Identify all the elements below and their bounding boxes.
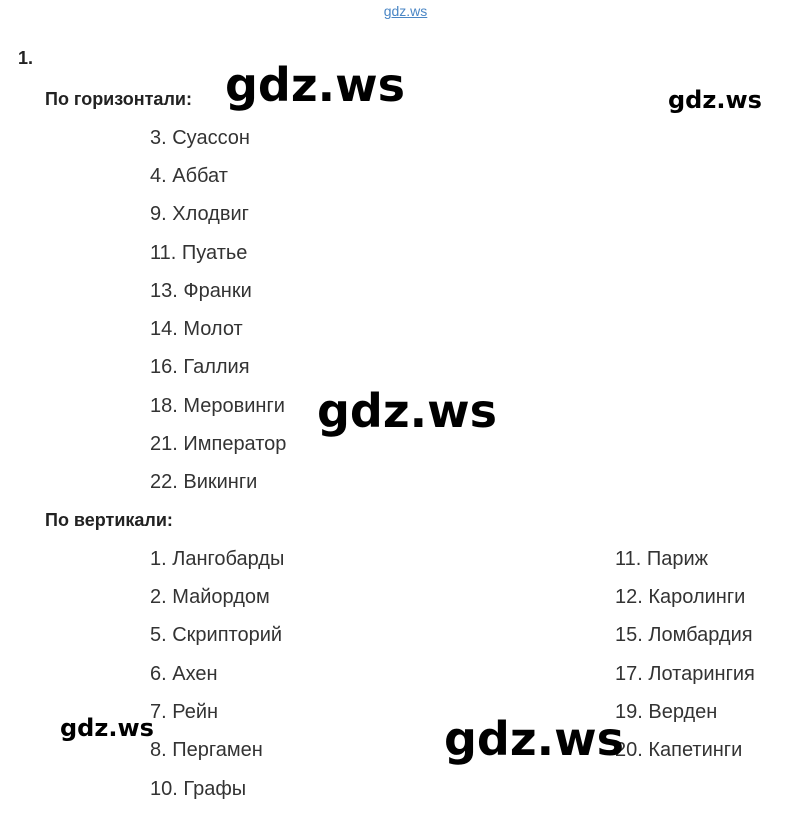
vertical-item: 20. Капетинги xyxy=(615,739,743,761)
vertical-item: 10. Графы xyxy=(150,778,247,800)
header-watermark-link[interactable]: gdz.ws xyxy=(383,3,428,19)
watermark: gdz.ws xyxy=(444,712,624,766)
vertical-item: 8. Пергамен xyxy=(150,739,263,761)
vertical-item: 12. Каролинги xyxy=(615,586,746,608)
vertical-item: 1. Лангобарды xyxy=(150,548,285,570)
horizontal-item: 21. Император xyxy=(150,433,287,455)
vertical-item: 7. Рейн xyxy=(150,701,219,723)
watermark: gdz.ws xyxy=(60,714,154,742)
horizontal-heading: По горизонтали: xyxy=(45,89,192,109)
vertical-item: 17. Лотарингия xyxy=(615,663,755,685)
vertical-item: 2. Майордом xyxy=(150,586,270,608)
horizontal-item: 13. Франки xyxy=(150,280,252,302)
vertical-item: 11. Париж xyxy=(615,548,709,570)
horizontal-item: 22. Викинги xyxy=(150,471,258,493)
horizontal-item: 4. Аббат xyxy=(150,165,228,187)
vertical-item: 6. Ахен xyxy=(150,663,218,685)
vertical-item: 19. Верден xyxy=(615,701,718,723)
watermark: gdz.ws xyxy=(225,58,405,112)
horizontal-item: 3. Суассон xyxy=(150,127,250,149)
vertical-item: 5. Скрипторий xyxy=(150,624,283,646)
horizontal-item: 14. Молот xyxy=(150,318,243,340)
watermark: gdz.ws xyxy=(317,384,497,438)
vertical-item: 15. Ломбардия xyxy=(615,624,753,646)
task-number: 1. xyxy=(18,48,34,68)
horizontal-item: 11. Пуатье xyxy=(150,242,248,264)
watermark: gdz.ws xyxy=(668,86,762,114)
horizontal-item: 16. Галлия xyxy=(150,356,250,378)
horizontal-item: 9. Хлодвиг xyxy=(150,203,249,225)
vertical-heading: По вертикали: xyxy=(45,510,173,530)
horizontal-item: 18. Меровинги xyxy=(150,395,285,417)
